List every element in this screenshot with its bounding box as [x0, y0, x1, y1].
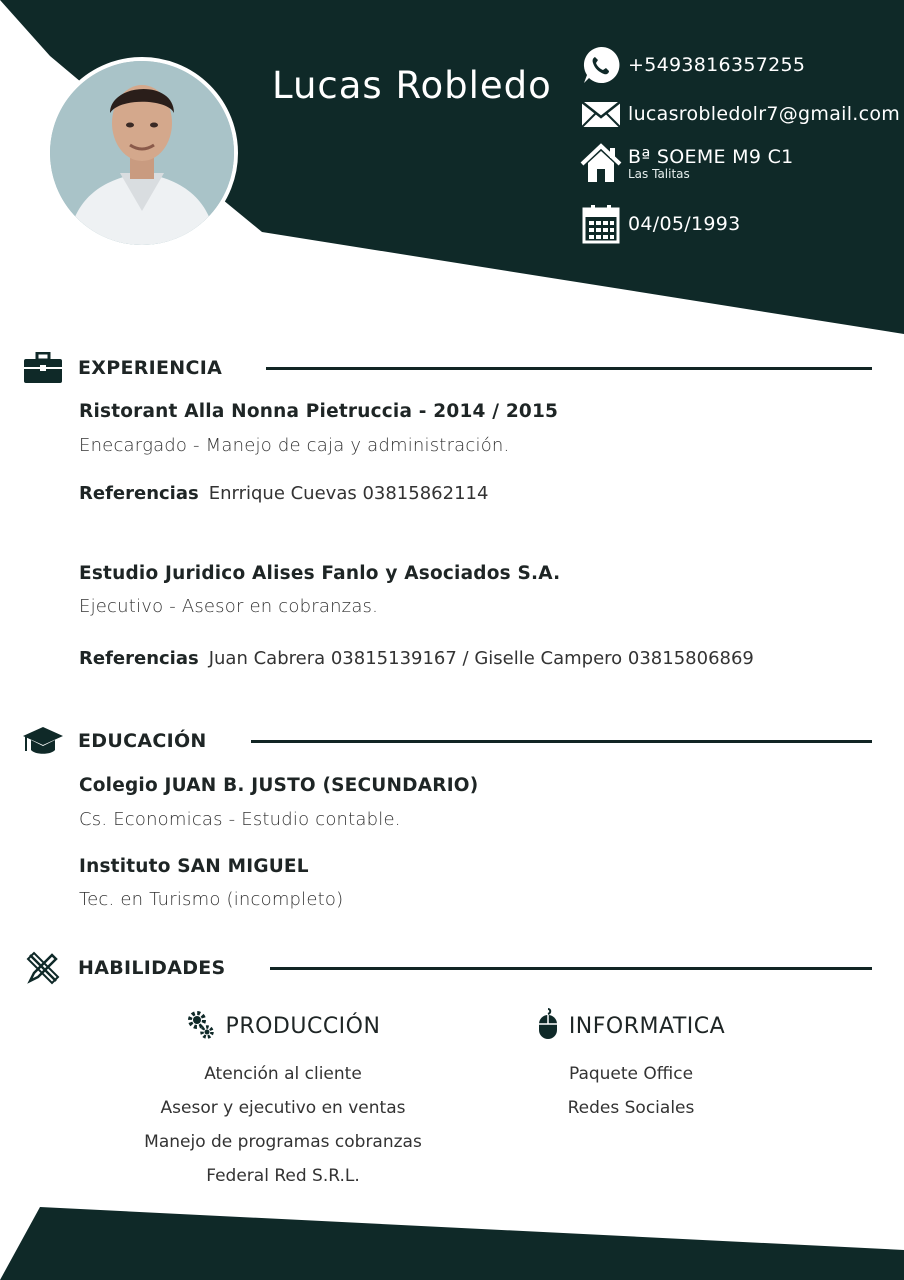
- mouse-icon: [537, 1008, 559, 1044]
- section-divider: [251, 740, 872, 743]
- birthdate: 04/05/1993: [628, 213, 741, 235]
- section-divider: [266, 367, 872, 370]
- school-title: Instituto SAN MIGUEL: [79, 856, 309, 877]
- informatica-heading: INFORMATICA: [568, 1013, 726, 1039]
- experiencia-heading: EXPERIENCIA: [78, 357, 223, 379]
- contact-email: [580, 93, 900, 135]
- school-description: Tec. en Turismo (incompleto): [79, 889, 344, 910]
- produccion-heading: PRODUCCIÓN: [225, 1013, 381, 1039]
- skill-item: Atención al cliente: [204, 1064, 362, 1084]
- skill-item: Paquete Office: [568, 1064, 694, 1084]
- habilidades-heading: HABILIDADES: [78, 957, 226, 979]
- skills-produccion: [133, 1005, 433, 1193]
- section-experiencia: [22, 352, 872, 384]
- address-locality: Las Talitas: [628, 166, 690, 181]
- contact-phone: [580, 44, 805, 86]
- job-title: Ristorant Alla Nonna Pietruccia - 2014 / 2015: [79, 401, 559, 422]
- school-title: Colegio JUAN B. JUSTO (SECUNDARIO): [79, 775, 479, 796]
- briefcase-icon: [22, 352, 64, 384]
- gears-icon: [186, 1008, 216, 1044]
- reference-value: Juan Cabrera 03815139167 / Giselle Campero 03815806869: [208, 648, 754, 669]
- contact-birthdate: [580, 203, 741, 245]
- contact-address: [580, 142, 794, 184]
- skills-informatica: [500, 1005, 762, 1125]
- reference-label: Referencias: [79, 483, 199, 504]
- phone-number[interactable]: +5493816357255: [628, 54, 806, 76]
- skill-item: Federal Red S.R.L.: [206, 1166, 360, 1186]
- address-line: Bª SOEME M9 C1: [628, 145, 794, 168]
- skill-item: Redes Sociales: [567, 1098, 695, 1118]
- skill-item: Asesor y ejecutivo en ventas: [160, 1098, 406, 1118]
- email-address[interactable]: lucasrobledolr7@gmail.com: [628, 103, 901, 125]
- graduation-cap-icon: [22, 725, 64, 757]
- section-habilidades: [22, 952, 872, 984]
- house-icon: [580, 142, 622, 184]
- job-reference: [79, 648, 754, 669]
- whatsapp-icon: [580, 44, 622, 86]
- calendar-icon: [580, 203, 622, 245]
- job-title: Estudio Juridico Alises Fanlo y Asociados S.A.: [79, 563, 561, 584]
- section-educacion: [22, 725, 872, 757]
- job-description: Enecargado - Manejo de caja y administración.: [79, 435, 510, 456]
- profile-photo: [46, 57, 238, 249]
- envelope-icon: [580, 93, 622, 135]
- reference-value: Enrrique Cuevas 03815862114: [208, 483, 489, 504]
- school-description: Cs. Economicas - Estudio contable.: [79, 809, 401, 830]
- educacion-heading: EDUCACIÓN: [78, 730, 207, 752]
- job-description: Ejecutivo - Asesor en cobranzas.: [79, 596, 379, 617]
- section-divider: [270, 967, 872, 970]
- reference-label: Referencias: [79, 648, 199, 669]
- candidate-name: Lucas Robledo: [272, 64, 552, 107]
- job-reference: [79, 483, 488, 504]
- skill-item: Manejo de programas cobranzas: [144, 1132, 422, 1152]
- pencil-ruler-icon: [22, 952, 64, 984]
